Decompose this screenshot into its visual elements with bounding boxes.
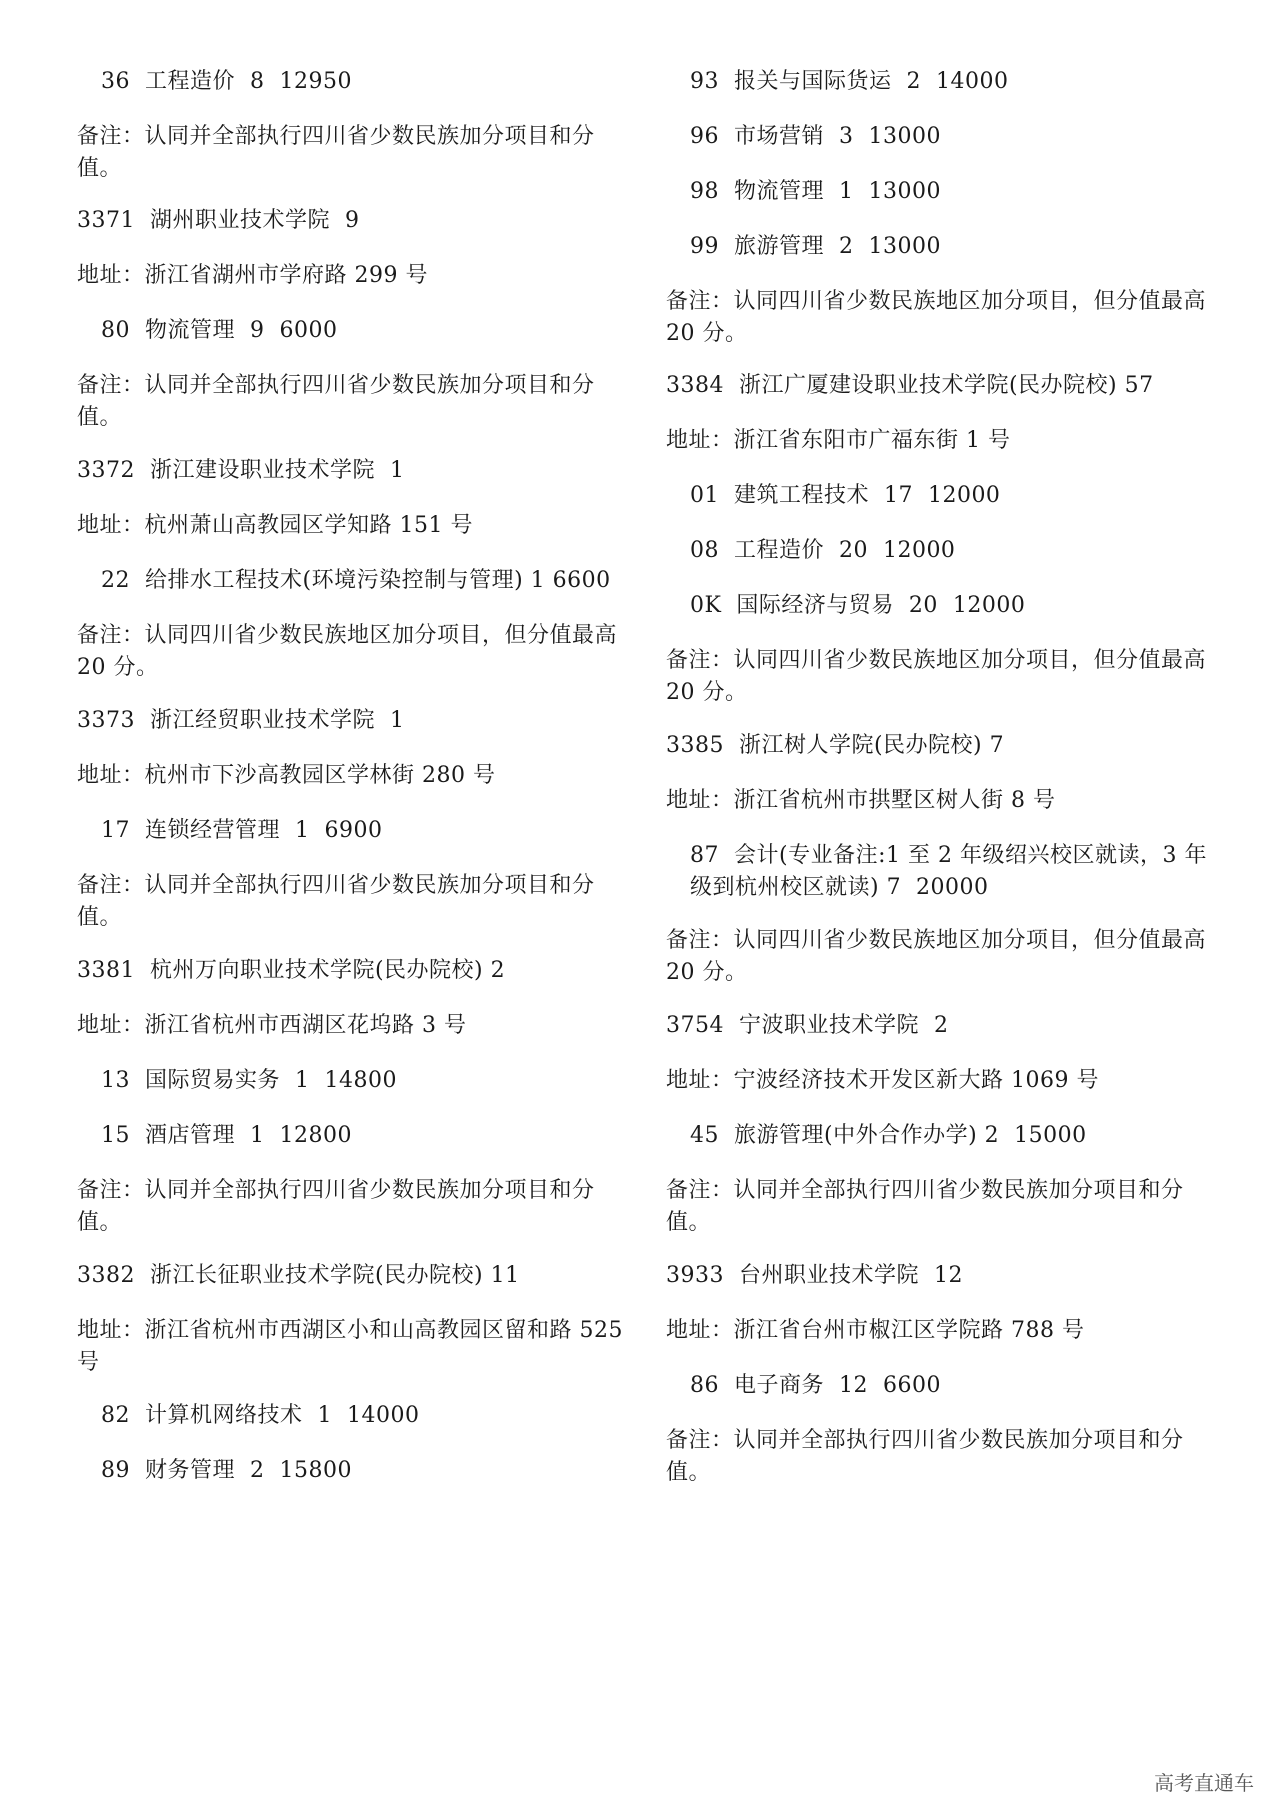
major-entry: 45 旅游管理(中外合作办学) 2 15000	[690, 1123, 1087, 1148]
major-entry: 17 连锁经营管理 1 6900	[101, 818, 383, 843]
note-paragraph: 备注：认同四川省少数民族地区加分项目，但分值最高 20 分。	[666, 928, 1214, 985]
school-heading: 3933 台州职业技术学院 12	[666, 1263, 963, 1288]
note-paragraph: 备注：认同并全部执行四川省少数民族加分项目和分值。	[77, 873, 595, 930]
note-paragraph: 备注：认同并全部执行四川省少数民族加分项目和分值。	[666, 1428, 1184, 1485]
major-entry: 80 物流管理 9 6000	[101, 318, 338, 343]
school-heading: 3381 杭州万向职业技术学院(民办院校) 2	[77, 958, 506, 983]
address-line: 地址：浙江省杭州市拱墅区树人街 8 号	[666, 788, 1056, 813]
address-line: 地址：杭州萧山高教园区学知路 151 号	[77, 513, 473, 538]
watermark-text: 高考直通车	[1154, 1771, 1254, 1795]
school-heading: 3754 宁波职业技术学院 2	[666, 1013, 949, 1038]
major-entry: 15 酒店管理 1 12800	[101, 1123, 352, 1148]
school-heading: 3373 浙江经贸职业技术学院 1	[77, 708, 405, 733]
address-line: 地址：浙江省湖州市学府路 299 号	[77, 263, 428, 288]
school-heading: 3384 浙江广厦建设职业技术学院(民办院校) 57	[666, 373, 1154, 398]
address-line: 地址：浙江省东阳市广福东街 1 号	[666, 428, 1011, 453]
major-entry: 98 物流管理 1 13000	[690, 179, 941, 204]
note-paragraph: 备注：认同四川省少数民族地区加分项目，但分值最高 20 分。	[77, 623, 625, 680]
major-entry: 89 财务管理 2 15800	[101, 1458, 352, 1483]
major-entry: 0K 国际经济与贸易 20 12000	[690, 593, 1026, 618]
major-entry: 08 工程造价 20 12000	[690, 538, 956, 563]
major-entry: 87 会计(专业备注:1 至 2 年级绍兴校区就读，3 年级到杭州校区就读) 7 20000	[690, 843, 1207, 900]
school-heading: 3372 浙江建设职业技术学院 1	[77, 458, 405, 483]
major-entry: 01 建筑工程技术 17 12000	[690, 483, 1001, 508]
major-entry: 36 工程造价 8 12950	[101, 69, 352, 94]
note-paragraph: 备注：认同并全部执行四川省少数民族加分项目和分值。	[77, 1178, 595, 1235]
major-entry: 93 报关与国际货运 2 14000	[690, 69, 1009, 94]
address-line: 地址：浙江省杭州市西湖区小和山高教园区留和路 525 号	[77, 1318, 631, 1375]
school-heading: 3382 浙江长征职业技术学院(民办院校) 11	[77, 1263, 520, 1288]
note-paragraph: 备注：认同四川省少数民族地区加分项目，但分值最高 20 分。	[666, 648, 1214, 705]
major-entry: 96 市场营销 3 13000	[690, 124, 941, 149]
note-paragraph: 备注：认同并全部执行四川省少数民族加分项目和分值。	[77, 124, 595, 181]
major-entry: 86 电子商务 12 6600	[690, 1373, 941, 1398]
major-entry: 82 计算机网络技术 1 14000	[101, 1403, 420, 1428]
address-line: 地址：杭州市下沙高教园区学林街 280 号	[77, 763, 496, 788]
note-paragraph: 备注：认同并全部执行四川省少数民族加分项目和分值。	[666, 1178, 1184, 1235]
note-paragraph: 备注：认同四川省少数民族地区加分项目，但分值最高 20 分。	[666, 289, 1214, 346]
major-entry: 22 给排水工程技术(环境污染控制与管理) 1 6600	[101, 568, 611, 593]
major-entry: 13 国际贸易实务 1 14800	[101, 1068, 397, 1093]
major-entry: 99 旅游管理 2 13000	[690, 234, 941, 259]
address-line: 地址：宁波经济技术开发区新大路 1069 号	[666, 1068, 1099, 1093]
address-line: 地址：浙江省杭州市西湖区花坞路 3 号	[77, 1013, 467, 1038]
school-heading: 3385 浙江树人学院(民办院校) 7	[666, 733, 1005, 758]
school-heading: 3371 湖州职业技术学院 9	[77, 208, 360, 233]
address-line: 地址：浙江省台州市椒江区学院路 788 号	[666, 1318, 1085, 1343]
note-paragraph: 备注：认同并全部执行四川省少数民族加分项目和分值。	[77, 373, 595, 430]
